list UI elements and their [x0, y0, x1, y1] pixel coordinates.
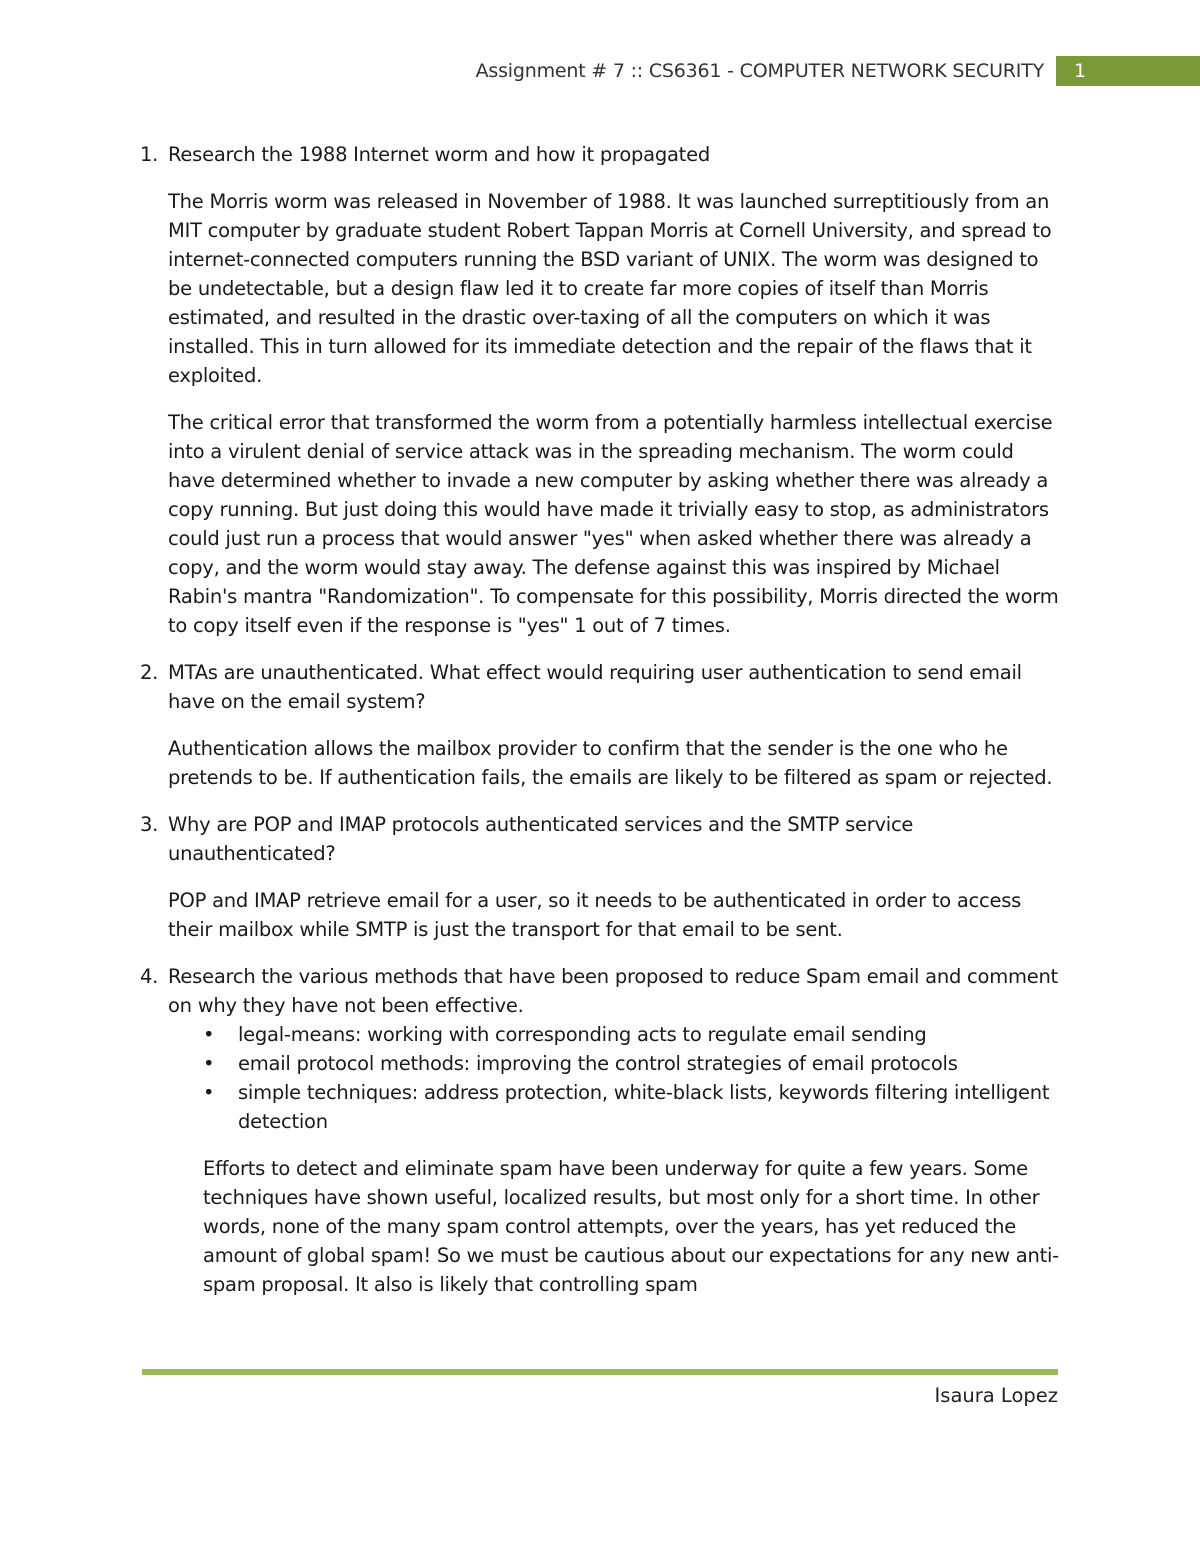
- question-number: 1.: [140, 143, 159, 166]
- question-3: [140, 810, 1065, 868]
- answer-paragraph: The Morris worm was released in November of 1988. It was launched surreptitiously from an MIT computer by graduate student Robert Tappan Morris at Cornell University, and spread to internet-connected computers running the BSD variant of UNIX. The worm was designed to be undetectable, but a design flaw led it to create far more copies of itself than Morris estimated, and resulted in the drastic over-taxing of all the computers on which it was installed. This in turn allowed for its immediate detection and the repair of the flaws that it exploited.: [168, 190, 1052, 387]
- document-body: [140, 140, 1065, 1317]
- question-text: MTAs are unauthenticated. What effect would requiring user authentication to send email have on the email system?: [168, 661, 1022, 713]
- bullet-icon: •: [203, 1081, 215, 1104]
- list-item: [203, 1078, 1065, 1136]
- bullet-icon: •: [203, 1023, 215, 1046]
- question-2: [140, 658, 1065, 716]
- question-text: Why are POP and IMAP protocols authenticated services and the SMTP service unauthenticated?: [168, 813, 914, 865]
- answer-paragraph: The critical error that transformed the worm from a potentially harmless intellectual exercise into a virulent denial of service attack was in the spreading mechanism. The worm could have determined whether to invade a new computer by asking whether there was already a copy running. But just doing this would have made it trivially easy to stop, as administrators could just run a process that would answer "yes" when asked whether there was already a copy, and the worm would stay away. The defense against this was inspired by Michael Rabin's mantra "Randomization". To compensate for this possibility, Morris directed the worm to copy itself even if the response is "yes" 1 out of 7 times.: [168, 411, 1059, 637]
- footer-divider: [142, 1369, 1058, 1375]
- bullet-icon: •: [203, 1052, 215, 1075]
- question-text: Research the 1988 Internet worm and how it propagated: [168, 143, 710, 166]
- list-item: [203, 1020, 1065, 1049]
- list-item-text: simple techniques: address protection, white-black lists, keywords filtering intelligent detection: [238, 1081, 1050, 1133]
- answer-paragraph: POP and IMAP retrieve email for a user, so it needs to be authenticated in order to access their mailbox while SMTP is just the transport for that email to be sent.: [168, 889, 1022, 941]
- question-number: 2.: [140, 661, 159, 684]
- list-item: [203, 1049, 1065, 1078]
- question-text: Research the various methods that have been proposed to reduce Spam email and comment on why they have not been effective.: [168, 965, 1058, 1017]
- list-item-text: email protocol methods: improving the control strategies of email protocols: [238, 1052, 958, 1075]
- page-number-badge: 1: [1056, 56, 1200, 86]
- question-number: 3.: [140, 813, 159, 836]
- page-header: [476, 56, 1200, 86]
- author-name: Isaura Lopez: [934, 1384, 1058, 1407]
- list-item-text: legal-means: working with corresponding acts to regulate email sending: [238, 1023, 927, 1046]
- question-1: [140, 140, 1065, 169]
- document-title: Assignment # 7 :: CS6361 - COMPUTER NETWORK SECURITY: [475, 60, 1044, 82]
- question-4: [140, 962, 1065, 1020]
- answer-paragraph: Efforts to detect and eliminate spam have been underway for quite a few years. Some techniques have shown useful, localized results, but most only for a short time. In other words, none of the many spam control attempts, over the years, has yet reduced the amount of global spam! So we must be cautious about our expectations for any new anti-spam proposal. It also is likely that controlling spam: [203, 1157, 1059, 1296]
- spam-methods-list: [140, 1020, 1065, 1136]
- question-number: 4.: [140, 965, 159, 988]
- answer-paragraph: Authentication allows the mailbox provider to confirm that the sender is the one who he pretends to be. If authentication fails, the emails are likely to be filtered as spam or rejected.: [168, 737, 1053, 789]
